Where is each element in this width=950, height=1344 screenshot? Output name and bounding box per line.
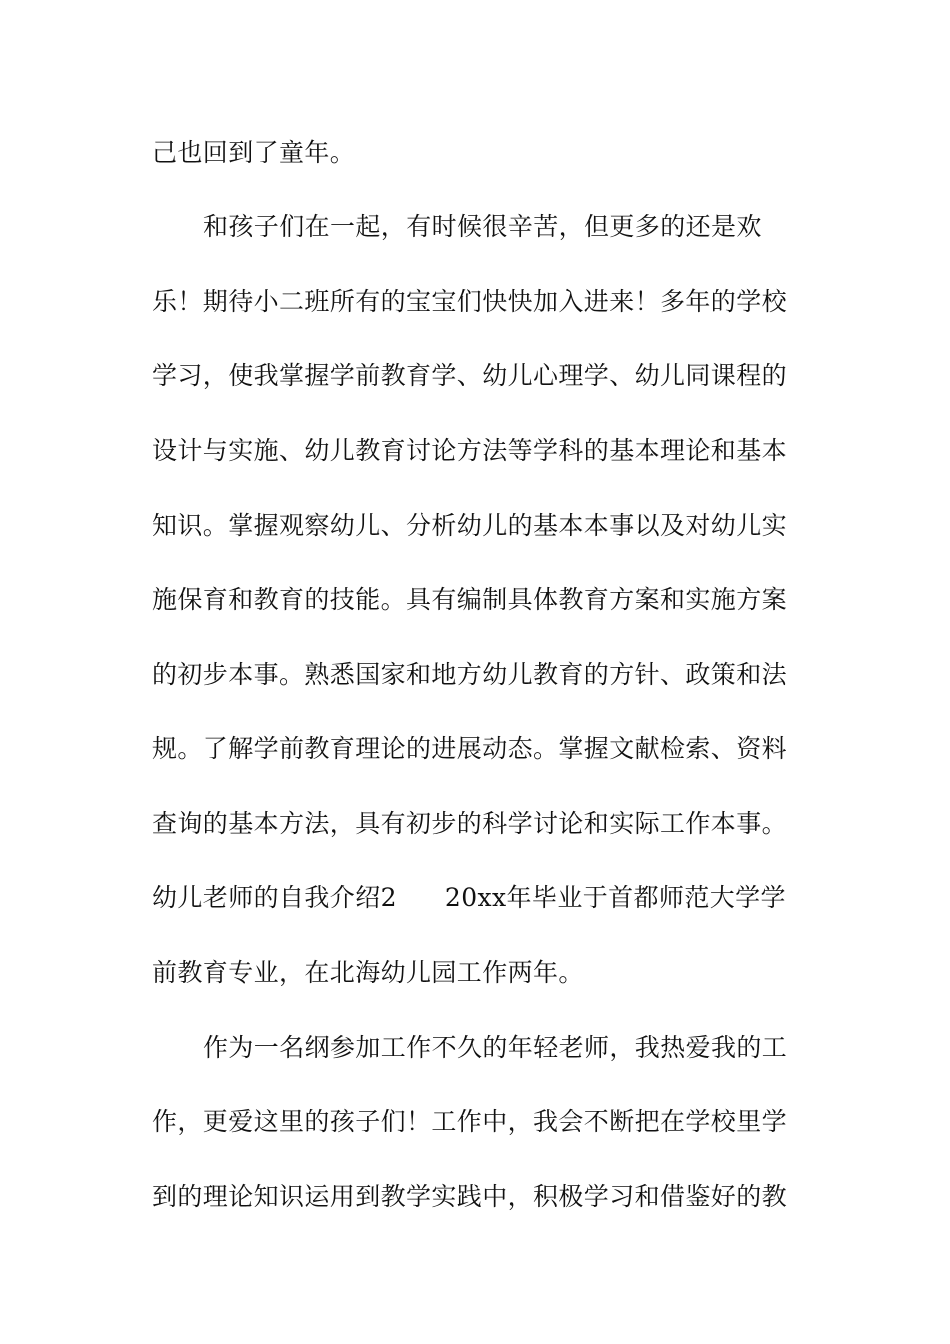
text-line: 作，更爱这里的孩子们！工作中，我会不断把在学校里学 bbox=[152, 1107, 788, 1136]
text-segment: 20xx年毕业于首都师范大学学 bbox=[444, 883, 786, 912]
text-line: 知识。掌握观察幼儿、分析幼儿的基本本事以及对幼儿实 bbox=[152, 511, 788, 540]
text-line: 查询的基本方法，具有初步的科学讨论和实际工作本事。 bbox=[152, 809, 788, 838]
text-line: 学习，使我掌握学前教育学、幼儿心理学、幼儿同课程的 bbox=[152, 361, 788, 390]
section-heading: 幼儿老师的自我介绍2 bbox=[152, 883, 397, 912]
text-line: 的初步本事。熟悉国家和地方幼儿教育的方针、政策和法 bbox=[152, 660, 788, 689]
text-line: 己也回到了童年。 bbox=[152, 138, 356, 167]
paragraph-first-line: 作为一名纲参加工作不久的年轻老师，我热爱我的工 bbox=[203, 1033, 788, 1062]
text-line: 设计与实施、幼儿教育讨论方法等学科的基本理论和基本 bbox=[152, 436, 788, 465]
text-line: 施保育和教育的技能。具有编制具体教育方案和实施方案 bbox=[152, 585, 788, 614]
text-line: 前教育专业，在北海幼儿园工作两年。 bbox=[152, 958, 584, 987]
section-heading-line bbox=[152, 878, 802, 918]
text-line: 乐！期待小二班所有的宝宝们快快加入进来！多年的学校 bbox=[152, 287, 788, 316]
paragraph-first-line: 和孩子们在一起，有时候很辛苦，但更多的还是欢 bbox=[203, 212, 762, 241]
text-line: 规。了解学前教育理论的进展动态。掌握文献检索、资料 bbox=[152, 734, 788, 763]
text-line: 到的理论知识运用到教学实践中，积极学习和借鉴好的教 bbox=[152, 1182, 788, 1211]
